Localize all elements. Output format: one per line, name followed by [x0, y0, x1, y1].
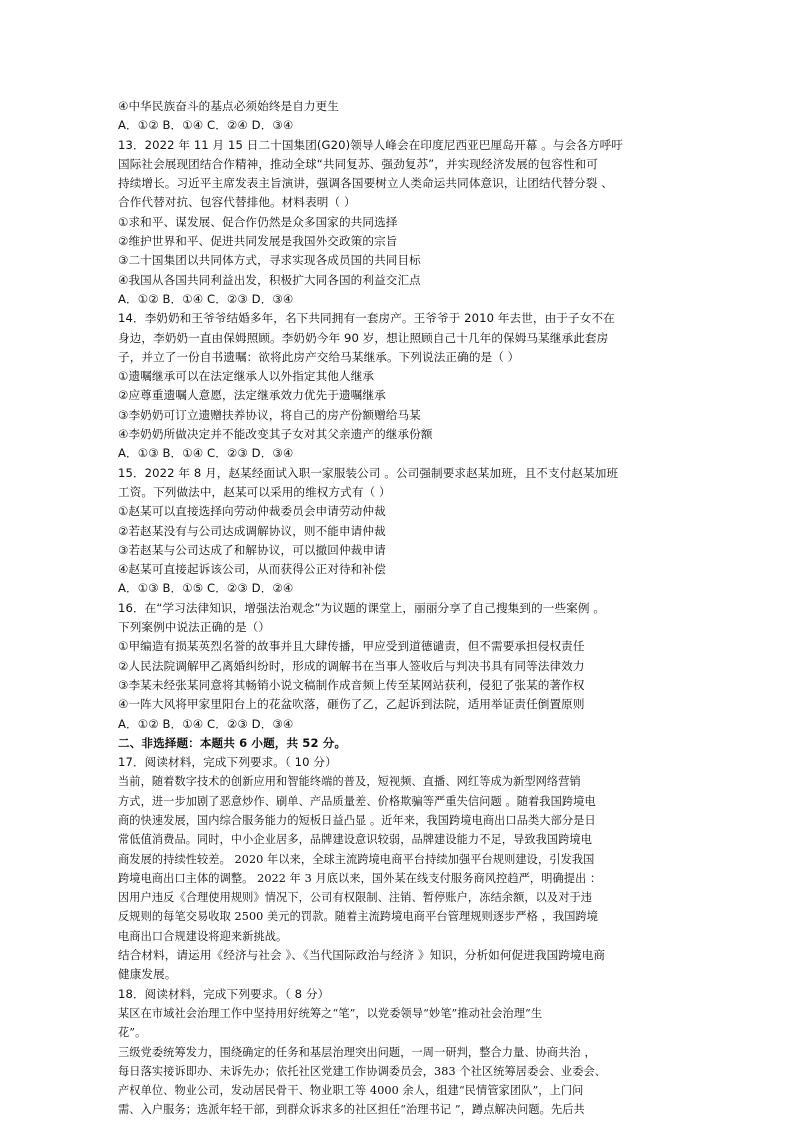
question-13: 13．2022 年 11 月 15 日二十国集团(G20)领导人峰会在印度尼西亚巴厘岛开幕 。与会各方呼吁	[118, 137, 623, 152]
question-14: 14．李奶奶和王爷爷结婚多年，名下共同拥有一套房产。王爷爷于 2010 年去世，由于子女不在	[118, 311, 615, 326]
material-text: 常低值消费品。同时，中小企业居多，品牌建设意识较弱，品牌建设能力不足，导致我国跨境电	[118, 833, 593, 847]
text-line: ④赵某可直接起诉该公司，从而获得公正对待和补偿	[118, 562, 386, 577]
material-text: 产权单位、物业公司，发动居民骨干、物业职工等 4000 余人，组建“民情管家团队”，上门问	[118, 1084, 584, 1098]
material-text: 三级党委统筹发力，围绕确定的任务和基层治理突出问题，一周一研判，整合力量、协商共治 ，	[118, 1045, 596, 1059]
text-line: ②若赵某没有与公司达成调解协议，则不能申请仲裁	[118, 523, 386, 538]
document-body	[118, 97, 678, 1120]
text-line: ②应尊重遗嘱人意愿，法定继承效力优先于遗嘱继承	[118, 388, 386, 403]
text-line: ③李某未经张某同意将其畅销小说文稿制作成音频上传至某网站获利，侵犯了张某的著作权	[118, 677, 585, 692]
text-line: 子，并立了一份自书遗嘱：欲将此房产交给马某继承。下列说法正确的是（ ）	[118, 349, 520, 364]
material-text: 某区在市域社会治理工作中坚持用好统筹之“笔”，以党委领导“妙笔”推动社会治理“生	[118, 1006, 543, 1020]
material-text: 反规则的每笔交易收取 2500 美元的罚款。随着主流跨境电商平台管理规则逐步严格 ，我国跨境	[118, 910, 599, 924]
text-line: ③二十国集团以共同体方式，寻求实现各成员国的共同目标	[118, 253, 421, 268]
text-line: ①甲编造有损某英烈名誉的故事并且大肆传播，甲应受到道德谴责，但不需要承担侵权责任	[118, 639, 585, 654]
question-prompt: 结合材料，请运用《经济与社会 》、《当代国际政治与经济 》知识，分析如何促进我国跨境电商	[118, 948, 606, 963]
text-line: ①遗嘱继承可以在法定继承人以外指定其他人继承	[118, 369, 375, 384]
text-line: ②人民法院调解甲乙离婚纠纷时，形成的调解书在当事人签收后与判决书具有同等法律效力	[118, 658, 585, 673]
material-text: 电商出口合规建设将迎来新挑战。	[118, 929, 288, 943]
text-line: 持续增长。习近平主席发表主旨演讲，强调各国要树立人类命运共同体意识，让团结代替分裂 、	[118, 176, 613, 191]
text-line: ④我国从各国共同利益出发，积极扩大同各国的利益交汇点	[118, 272, 421, 287]
text-line: 合作代替对抗、包容代替排他。材料表明（ ）	[118, 195, 356, 210]
text-line: ④中华民族奋斗的基点必须始终是自力更生	[118, 99, 339, 113]
answer-options: A．①② B．①④ C．②③ D．③④	[118, 291, 294, 306]
text-line: ①求和平、谋发展、促合作仍然是众多国家的共同选择	[118, 214, 398, 229]
material-text: 当前，随着数字技术的创新应用和智能终端的普及，短视频、直播、网红等成为新型网络营销	[118, 775, 581, 789]
text-line: 身边，李奶奶一直由保姆照顾。李奶奶今年 90 岁，想让照顾自己十几年的保姆马某继承此套房	[118, 330, 609, 345]
material-text: 每日落实接诉即办、未诉先办；依托社区党建工作协调委员会，383 个社区统筹居委会、业委会、	[118, 1064, 607, 1078]
question-prompt: 健康发展。	[118, 967, 177, 982]
answer-options: A．①③ B．①④ C．②③ D．③④	[118, 446, 294, 461]
answer-options: A．①② B．①④ C．②③ D．③④	[118, 716, 294, 731]
text-line: 下列案例中说法正确的是（）	[118, 620, 271, 635]
text-line: 国际社会展现团结合作精神，推动全球“共同复苏、强劲复苏”，并实现经济发展的包容性和可	[118, 156, 598, 171]
material-text: 商的快速发展，国内综合服务能力的短板日益凸显 。近年来，我国跨境电商出口品类大部分是日	[118, 813, 596, 827]
material-text: 花”。	[118, 1026, 147, 1040]
answer-options: A．①② B．①④ C．②④ D．③④	[118, 118, 294, 133]
answer-options: A．①③ B．①⑤ C．②③ D．②④	[118, 581, 294, 596]
text-line: ④李奶奶所做决定并不能改变其子女对其父亲遗产的继承份额	[118, 427, 433, 442]
text-line: ②维护世界和平、促进共同发展是我国外交政策的宗旨	[118, 234, 398, 249]
material-text: 商发展的持续性较差。 2020 年以来，全球主流跨境电商平台持续加强平台规则建设，引发我国	[118, 852, 595, 866]
question-15: 15．2022 年 8 月，赵某经面试入职一家服装公司 。公司强制要求赵某加班，且不支付赵某加班	[118, 465, 619, 480]
question-17: 17．阅读材料，完成下列要求。（ 10 分）	[118, 755, 337, 770]
question-18: 18．阅读材料，完成下列要求。（ 8 分）	[118, 986, 330, 1001]
text-line: ①赵某可以直接选择向劳动仲裁委员会申请劳动仲裁	[118, 504, 386, 519]
question-16: 16．在“学习法律知识，增强法治观念”为议题的课堂上，丽丽分享了自己搜集到的一些案例 。	[118, 600, 606, 615]
material-text: 跨境电商出口主体的调整。 2022 年 3 月底以来，国外某在线支付服务商风控趋严，明确提出 ：	[118, 871, 602, 885]
section-heading: 二、非选择题：本题共 6 小题，共 52 分。	[118, 735, 347, 750]
text-line: ③李奶奶可订立遗赠扶养协议，将自己的房产份额赠给马某	[118, 407, 421, 422]
text-line: ③若赵某与公司达成了和解协议，可以撤回仲裁申请	[118, 542, 386, 557]
text-line: 工资。下列做法中，赵某可以采用的维权方式有（ ）	[118, 484, 391, 499]
text-line: ④一阵大风将甲家里阳台上的花盆吹落，砸伤了乙，乙起诉到法院，适用举证责任倒置原则	[118, 697, 585, 712]
material-text: 方式，进一步加剧了恶意炒作、刷单、产品质量差、价格欺骗等严重失信问题 。随着我国跨境电	[118, 794, 596, 808]
material-text: 因用户违反《合理使用规则》情况下，公司有权限制、注销、暂停账户，冻结余额，以及对于违	[118, 891, 593, 905]
material-text: 需、入户服务；选派年轻干部，到群众诉求多的社区担任“治理书记 ”，蹲点解决问题。先后共	[118, 1103, 585, 1117]
